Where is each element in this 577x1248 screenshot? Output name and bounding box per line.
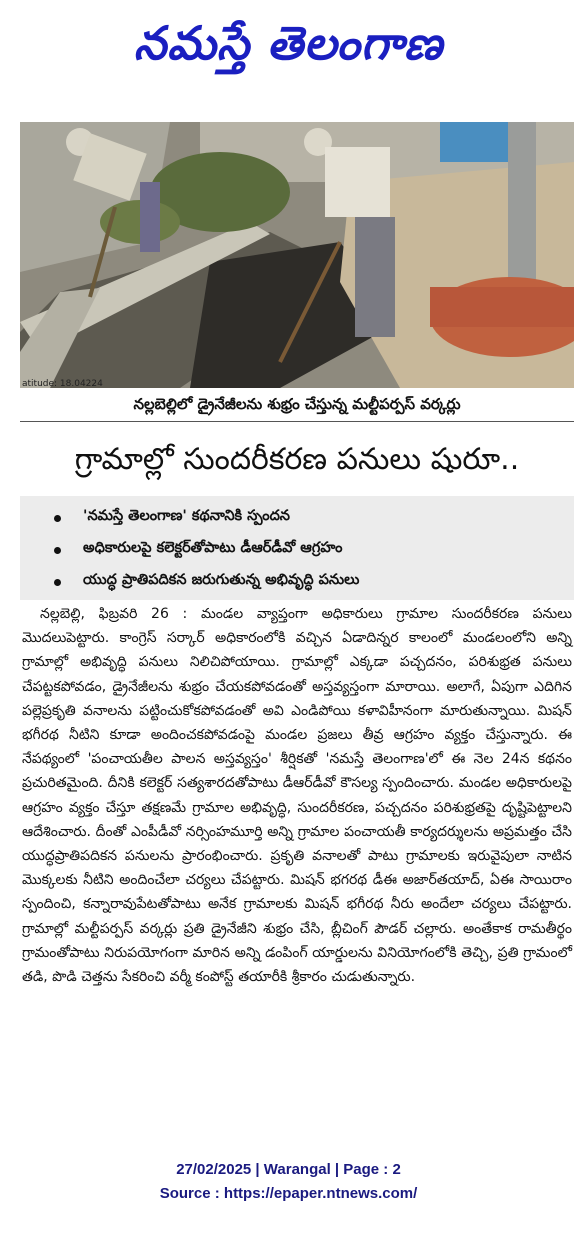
masthead [0,8,577,78]
subheading-text: అధికారులపై కలెక్టర్‌తోపాటు డీఆర్‌డీవో ఆగ్రహం [83,540,343,556]
article-body [22,602,572,989]
bullet-icon [54,515,61,522]
source-link[interactable]: Source : https://epaper.ntnews.com/ [159,1185,418,1202]
newspaper-title: నమస్తే తెలంగాణ [133,16,444,70]
photo-illustration [20,122,574,388]
photo-caption: నల్లబెల్లిలో డ్రైనేజీలను శుభ్రం చేస్తున్న మల్టీపర్పస్ వర్కర్లు [133,395,461,413]
page-footer [0,1158,577,1206]
subheading-text: 'నమస్తే తెలంగాణ' కథనానికి స్పందన [83,508,290,524]
photo-altitude-tag: atitude: 18.04224 [22,379,103,389]
article-paragraph: నల్లబెల్లి, ఫిబ్రవరి 26 : మండల వ్యాప్తంగా అధికారులు గ్రామాల సుందరీకరణ పనులు మొదలుపెట్టారు. కాంగ్రెస్ సర్కార్ అధికారంలోకి వచ్చిన ఏడాదిన్నర కాలంలో మండలంలోని అన్ని గ్రామాల్లో అభివృద్ధి పనులు నిలిచిపోయాయి. గ్రామాల్లో ఎక్కడా పచ్చదనం, పరిశుభ్రత పనులు చేపట్టకపోవడం, డ్రైనేజీలను శుభ్రం చేయకపోవడంతో అస్తవ్యస్తంగా మారాయి. అలాగే, ఏపుగా ఎదిగిన పల్లెప్రకృతి వనాలను పట్టించుకోకపోవడంతో అవి ఎండిపోయి కళావిహీనంగా మారుతున్నాయి. మిషన్ భగీరథ నీటిని కూడా అందించకపోవడంపై మండల ప్రజలు తీవ్ర ఆగ్రహం వ్యక్తం చేస్తున్నారు. ఈ నేపథ్యంలో 'పంచాయతీల పాలన అస్తవ్యస్తం' శీర్షికతో 'నమస్తే తెలంగాణ'లో ఈ నెల 24న కథనం ప్రచురితమైంది. దీనికి కలెక్టర్ సత్యశారదతోపాటు డీఆర్‌డీవో కౌసల్య స్పందించారు. మండల అధికారులపై ఆగ్రహం వ్యక్తం చేస్తూ తక్షణమే గ్రామాల అభివృద్ధి, సుందరీకరణ, పచ్చదనం పరిశుభ్రతపై దృష్టిపెట్టాలని ఆదేశించారు. దీంతో ఎంపీడీవో నర్సింహమూర్తి అన్ని గ్రామాల పంచాయతీ కార్యదర్శులను అప్రమత్తం చేసి యుద్ధప్రాతిపదికన పనులను ప్రారంభించారు. ప్రకృతి వనాలతో పాటు గ్రామాలకు ఇరువైపులా నాటిన మొక్కలకు నీటిని అందించేలా చర్యలు చేపట్టారు. మిషన్ భగరథ డీఈ అజార్‌తయాద్, ఏఈ సాయిరాం స్పందించి, కన్నారావుపేటతోపాటు అనేక గ్రామాలకు మిషన్ భగీరథ నీరు అందేలా చర్యలు చేపట్టారు. గ్రామాల్లో మల్టీపర్పస్ వర్కర్లు ప్రతి డ్రైనేజీని శుభ్రం చేసి, బ్లీచింగ్ పౌడర్ చల్లారు. అంతేకాక రామతీర్థం గ్రామంతోపాటు నిరుపయోగంగా మారిన అన్ని డంపింగ్ యార్డులను వినియోగంలోకి తెచ్చి, ప్రతి గ్రామంలో తడి, పొడి చెత్తను సేకరించి వర్మీ కంపోస్ట్ తయారీకి శ్రీకారం చుడుతున్నారు. [22,606,572,986]
dateline: 27/02/2025 | Warangal | Page : 2 [176,1161,401,1178]
news-photo [20,122,574,388]
bullet-icon [54,547,61,554]
subheading-item [54,534,574,566]
subheading-item [54,502,574,534]
article-headline: గ్రామాల్లో సుందరీకరణ పనులు షురూ.. [74,442,520,477]
subheadings-box [20,496,574,600]
subheading-item [54,566,574,598]
divider [20,421,574,422]
subheading-text: యుద్ధ ప్రాతిపదికన జరుగుతున్న అభివృద్ధి పనులు [83,572,360,588]
bullet-icon [54,579,61,586]
